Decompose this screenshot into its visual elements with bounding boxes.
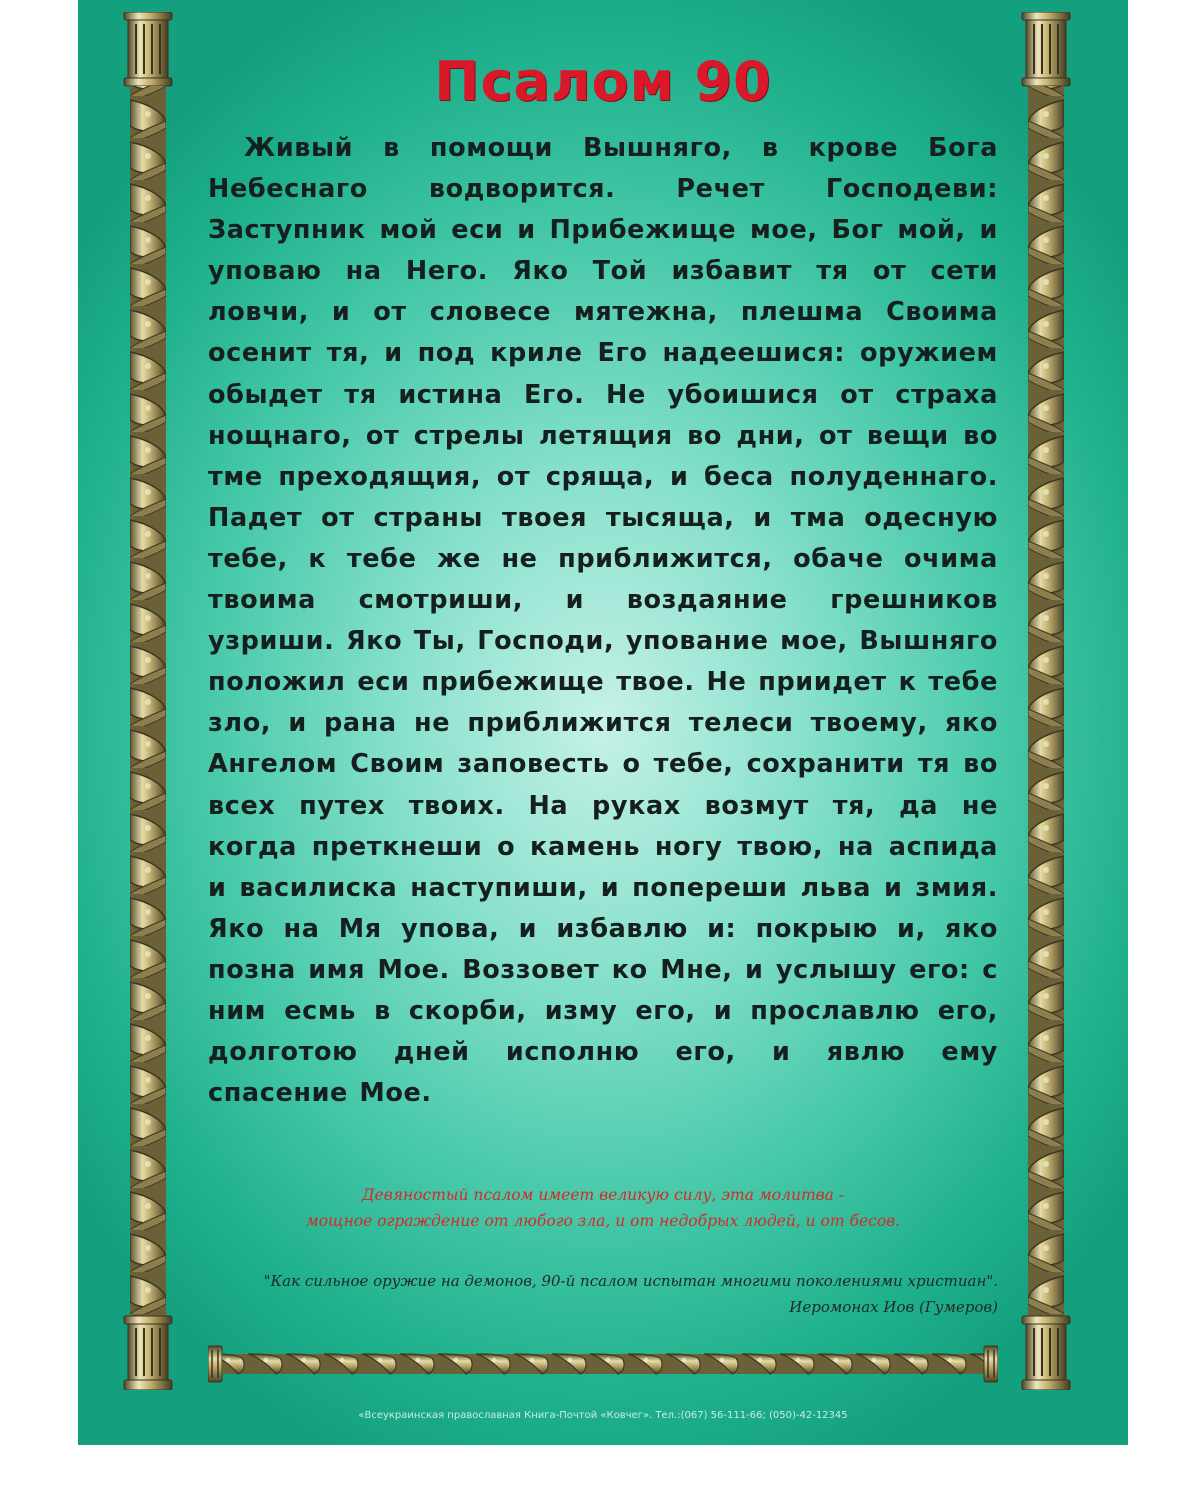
psalm-note-line-1: Девяностый псалом имеет великую силу, эта молитва - [361, 1186, 845, 1204]
psalm-text: Живый в помощи Вышняго, в крове Бога Небеснаго водворится. Речет Господеви: Заступник мой еси и Прибежище мое, Бог мой, и уповаю на Него. Яко Той избавит тя от сети ловчи, и от словесе мятежна, плешма Своима осенит тя, и под криле Его надеешися: оружием обыдет тя истина Его. Не убоишися от страха нощнаго, от стрелы летящия во дни, от вещи во тме преходящия, от сряща, и беса полуденнаго. Падет от страны твоея тысяща, и тма одесную тебе, к тебе же не приближится, обаче очима твоима смотриши, и воздаяние грешников узриши. Яко Ты, Господи, упование мое, Вышняго положил еси прибежище твое. Не приидет к тебе зло, и рана не приближится телеси твоему, яко Ангелом Своим заповесть о тебе, сохранити тя во всех путех твоих. На руках возмут тя, да не когда преткнеши о камень ногу твою, на аспида и василиска наступиши, и попереши льва и змия. Яко на Мя упова, и избавлю и: покрыю и, яко позна имя Мое. Воззовет ко Мне, и услышу его: с ним есмь в скорби, изму его, и прославлю его, долготою дней исполню его, и явлю ему спасение Мое. [208, 133, 998, 1109]
psalm-note-line-2: мощное ограждение от любого зла, и от недобрых людей, и от бесов. [305, 1212, 901, 1230]
publisher-footer: «Всеукраинская православная Книга-Почтой «Ковчег». Тел.:(067) 56-111-66; (050)-42-12345 [358, 1410, 848, 1421]
quote: "Как сильное оружие на демонов, 90-й псалом испытан многими поколениями христиан". [263, 1272, 998, 1290]
bottom-rope-border [208, 1342, 998, 1386]
psalm-note [238, 1182, 968, 1234]
quote-attribution: Иеромонах Иов (Гумеров) [789, 1298, 998, 1316]
prayer-card [78, 0, 1128, 1445]
page-title: Псалом 90 [434, 50, 772, 113]
left-rope-pillar [120, 12, 176, 1390]
right-rope-pillar [1018, 12, 1074, 1390]
